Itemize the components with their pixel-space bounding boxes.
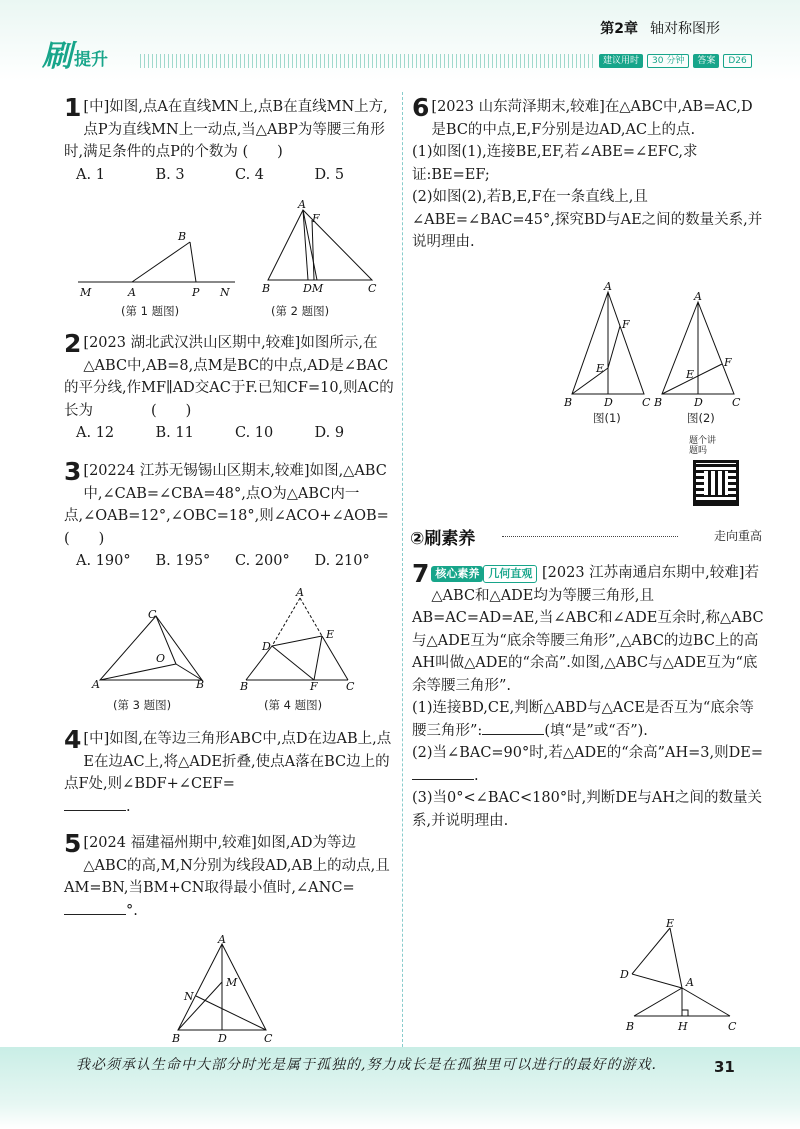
qr-code-icon[interactable] (693, 460, 739, 506)
label-e: E (686, 368, 695, 381)
label-f: F (310, 680, 318, 692)
section-subtitle: 走向重高 (713, 529, 762, 543)
options (76, 164, 394, 187)
figure-2-caption: (第 2 题图) (271, 304, 330, 318)
sub-question-2 (412, 742, 764, 787)
label-e: E (596, 362, 605, 375)
figure-6-1-caption: 图(1) (593, 411, 621, 425)
segment-ab (132, 242, 190, 282)
label-c: C (148, 608, 157, 621)
label-a: A (298, 198, 306, 211)
label-c: C (642, 396, 651, 409)
brand-sub: 提升 (74, 50, 108, 70)
segment-da (632, 974, 682, 988)
figures-6 (560, 282, 750, 410)
segment-ea (670, 928, 682, 988)
figure-6-2-caption: 图(2) (687, 411, 715, 425)
label-n: N (220, 286, 230, 299)
figure-7 (612, 918, 747, 1036)
time-value: 30 分钟 (647, 54, 689, 68)
problem-number: 2 (64, 329, 82, 358)
label-b: B (240, 680, 249, 692)
figure-4-caption: (第 4 题图) (264, 698, 323, 712)
segment-df (272, 646, 314, 680)
segment-ab (634, 988, 682, 1016)
label-a: A (128, 286, 136, 299)
segment-ef (608, 326, 620, 368)
label-b: B (262, 282, 271, 295)
section-dotted-line (502, 536, 678, 537)
sub-question-1: (1)如图(1),连接BE,EF,若∠ABE=∠EFC,求证:BE=EF; (412, 144, 698, 183)
section-heading (410, 524, 762, 548)
segment-ef (314, 636, 322, 680)
label-f: F (724, 356, 732, 369)
problem-text: [2023 湖北武汉洪山区期中,较难]如图所示,在△ABC中,AB=8,点M是BC的中点,AD是∠BAC的平分线,作MF∥AD交AC于F.已知CF=10,则AC的长为 ( ) (64, 335, 394, 419)
answer-label: 答案 (693, 54, 719, 68)
problem-number: 6 (412, 93, 430, 122)
problem-number: 7 (412, 559, 430, 588)
label-a: A (686, 976, 694, 989)
label-a: A (604, 282, 612, 293)
column-divider (402, 92, 403, 1047)
label-f: F (622, 318, 630, 331)
options (76, 550, 394, 573)
problem-2 (64, 329, 394, 445)
label-b: B (172, 1032, 181, 1044)
problem-text: [2024 福建福州期中,较难]如图,AD为等边△ABC的高,M,N分别为线段AD,AB上的动点,且AM=BN,当BM+CN取得最小值时,∠ANC= (64, 835, 390, 896)
label-d: D (218, 1032, 227, 1044)
sub-question-1-tail: (填“是”或“否”). (544, 722, 648, 739)
label-d: D (604, 396, 613, 409)
problem-1 (64, 93, 394, 186)
segment-ac (682, 988, 730, 1016)
brand-main: 刷 (42, 39, 72, 74)
option-d: D. 5 (314, 166, 345, 183)
label-b: B (564, 396, 573, 409)
figures-1-2 (70, 198, 390, 300)
label-d: D (694, 396, 703, 409)
option-c: C. 200° (235, 553, 290, 569)
option-d: D. 210° (314, 553, 370, 569)
label-a: A (694, 290, 702, 303)
label-p: P (192, 286, 200, 299)
label-b: B (654, 396, 663, 409)
segment-mf (312, 220, 314, 280)
label-m: M (226, 976, 238, 989)
problem-text: [2023 山东菏泽期末,较难]在△ABC中,AB=AC,D是BC的中点,E,F分别是边AD,AC上的点. (431, 99, 753, 138)
tag-core-literacy: 核心素养 (431, 566, 483, 582)
dashed-ae (300, 598, 322, 636)
header-stripe (140, 54, 595, 68)
option-a: A. 1 (76, 166, 105, 183)
answer-blank[interactable] (412, 766, 474, 780)
problem-7 (412, 559, 764, 832)
section-title-text: 刷素养 (424, 529, 476, 549)
option-b: B. 11 (155, 425, 194, 441)
option-c: C. 10 (235, 425, 274, 441)
label-b: B (626, 1020, 635, 1033)
label-a: A (92, 678, 100, 691)
problem-6 (412, 93, 764, 254)
sub-question-1 (412, 697, 764, 742)
chapter-title: 轴对称图形 (650, 21, 720, 37)
figures-3-4 (84, 588, 384, 692)
figure-5 (168, 934, 278, 1044)
options (76, 422, 394, 445)
problem-5 (64, 829, 394, 922)
option-d: D. 9 (314, 425, 345, 441)
label-c: C (732, 396, 741, 409)
brand-logo (42, 36, 108, 72)
section-title (410, 524, 475, 549)
time-label: 建议用时 (599, 54, 643, 68)
label-b: B (196, 678, 205, 691)
label-dm: DM (303, 282, 324, 295)
sub-question-1-text: (1)连接BD,CE,判断△ABD与△ACE是否互为“底余等腰三角形”: (412, 700, 754, 739)
segment-ec (322, 636, 348, 680)
fold-de (272, 636, 322, 646)
problem-tail: °. (126, 902, 138, 919)
figure-3-caption: (第 3 题图) (113, 698, 172, 712)
answer-blank[interactable] (64, 797, 126, 811)
problem-tail: . (126, 798, 131, 815)
option-a: A. 12 (76, 425, 115, 441)
right-angle-mark (682, 1010, 688, 1016)
problem-text: [2023 江苏南通启东期中,较难]若△ABC和△ADE均为等腰三角形,且AB=AC=AD=AE,当∠ABC和∠ADE互余时,称△ABC与△ADE互为“底余等腰三角形”,△ABC的边BC上的高AH叫做△ADE的“余高”.如图,△ABC与△ADE互为“底余等腰三角形”. (412, 565, 764, 694)
answer-blank[interactable] (482, 721, 544, 735)
figure-1-caption: (第 1 题图) (121, 304, 180, 318)
label-a: A (296, 588, 304, 599)
sub-question-2-tail: . (474, 767, 479, 784)
label-m: M (80, 286, 92, 299)
label-d: D (620, 968, 629, 981)
problem-text: [20224 江苏无锡锡山区期末,较难]如图,△ABC中,∠CAB=∠CBA=48°,点O为△ABC内一点,∠OAB=12°,∠OBC=18°,则∠ACO+∠AOB= ( ) (64, 463, 534, 547)
sub-question-2-text: (2)当∠BAC=90°时,若△ADE的“余高”AH=3,则DE= (412, 745, 763, 761)
label-f: F (312, 212, 320, 225)
label-c: C (368, 282, 377, 295)
segment-ed (632, 928, 670, 974)
label-c: C (728, 1020, 737, 1033)
problem-number: 4 (64, 725, 82, 754)
triangle-abc (268, 210, 372, 280)
tag-geometry: 几何直观 (483, 565, 537, 583)
label-e: E (326, 628, 335, 641)
chapter-number: 第2章 (600, 21, 638, 37)
sub-question-2: (2)如图(2),若B,E,F在一条直线上,且∠ABE=∠BAC=45°,探究BD与AE之间的数量关系,并说明理由. (412, 189, 763, 250)
label-o: O (156, 652, 166, 665)
label-a: A (218, 934, 226, 946)
footer-motto: 我必须承认生命中大部分时光是属于孤独的,努力成长是在孤独里可以进行的最好的游戏. (76, 1057, 657, 1073)
section-number-icon: ② (410, 529, 425, 549)
problem-4 (64, 725, 394, 818)
chapter-heading (600, 18, 720, 38)
segment-cn (196, 996, 266, 1030)
label-h: H (678, 1020, 688, 1033)
option-b: B. 3 (155, 166, 185, 183)
label-n: N (184, 990, 194, 1003)
segment-bp (190, 242, 196, 282)
dashed-ad (272, 598, 300, 646)
label-b: B (178, 230, 187, 243)
problem-number: 5 (64, 829, 82, 858)
problem-number: 3 (64, 457, 82, 486)
header-band (0, 0, 800, 86)
answer-value: D26 (723, 54, 751, 68)
header-meta (599, 54, 752, 68)
option-a: A. 190° (76, 553, 131, 569)
label-c: C (264, 1032, 273, 1044)
label-e: E (666, 918, 675, 930)
label-c: C (346, 680, 355, 692)
problem-text: [中]如图,在等边三角形ABC中,点D在边AB上,点E在边AC上,将△ADE折叠,使点A落在BC边上的点F处,则∠BDF+∠CEF= (64, 731, 392, 792)
answer-blank[interactable] (64, 901, 126, 915)
page-number: 31 (714, 1058, 735, 1076)
label-d: D (262, 640, 271, 653)
problem-text: [中]如图,点A在直线MN上,点B在直线MN上方,点P为直线MN上一动点,当△ABP为等腰三角形时,满足条件的点P的个数为 ( ) (64, 99, 388, 160)
option-b: B. 195° (155, 553, 211, 569)
problem-number: 1 (64, 93, 82, 122)
sub-question-3: (3)当0°<∠BAC<180°时,判断DE与AH之间的数量关系,并说明理由. (412, 790, 763, 829)
qr-label: 题个讲题吗 (689, 436, 717, 456)
option-c: C. 4 (235, 166, 265, 183)
